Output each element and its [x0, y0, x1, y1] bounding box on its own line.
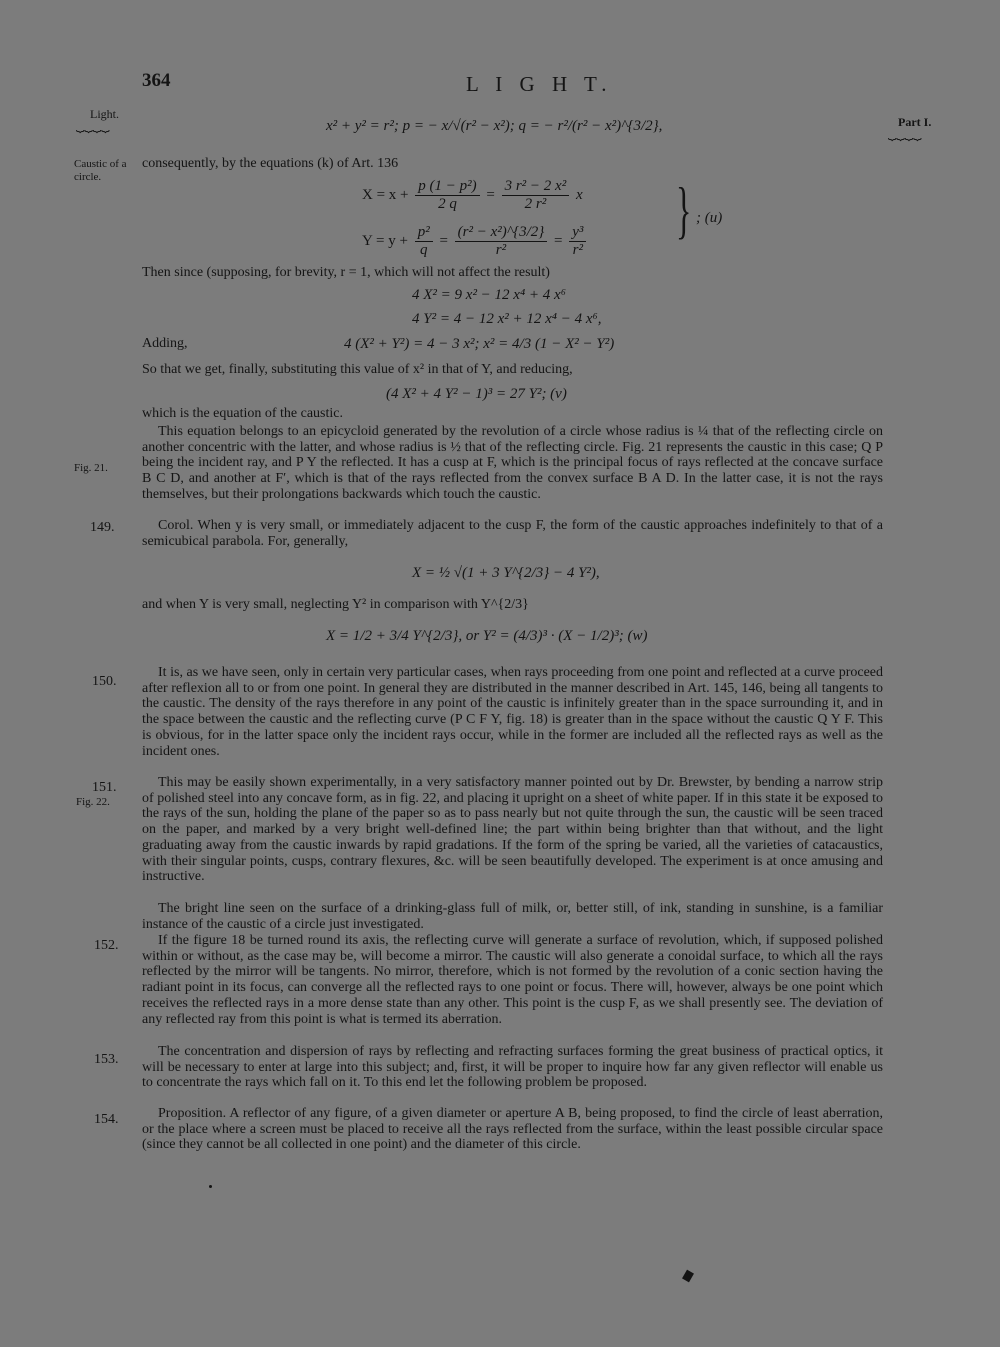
section-number: 154. [94, 1112, 119, 1127]
consequently-text: consequently, by the equations (k) of Art. 136 [142, 156, 399, 171]
denominator: 2 r² [524, 196, 547, 212]
equation-4Y2: 4 Y² = 4 − 12 x² + 12 x⁴ − 4 x⁶, [412, 311, 602, 327]
numerator: 3 r² − 2 x² [502, 178, 570, 196]
equals-sign: = [439, 232, 448, 249]
paragraph-practical-optics: The concentration and dispersion of rays by reflecting and refracting surfaces forming the great business of practical optics, it will be necessary to enter at large into this subject; and, first, it will be proper to inquire how far any given reflector will enable us to concentrate the rays which fall on it. To this end let the following problem be proposed. [142, 1044, 883, 1091]
left-side-title: Light. [90, 107, 119, 121]
denominator: r² [495, 242, 507, 258]
paragraph-drinking-glass: The bright line seen on the surface of a drinking-glass full of milk, or, better still, of ink, standing in sunshine, is a familiar instance of the caustic of a circle just investigated. [142, 901, 883, 932]
equation-4X2: 4 X² = 9 x² − 12 x⁴ + 4 x⁶ [412, 287, 566, 303]
section-number: 152. [94, 938, 119, 953]
adding-label: Adding, [142, 336, 188, 351]
equation-Y [362, 224, 589, 259]
equation-X [362, 178, 583, 213]
section-number: 150. [92, 674, 117, 689]
numerator: p (1 − p²) [415, 178, 479, 196]
denominator: q [419, 242, 428, 258]
equation-v: (4 X² + 4 Y² − 1)³ = 27 Y²; (v) [386, 386, 567, 402]
equation-adding: 4 (X² + Y²) = 4 − 3 x²; x² = 4/3 (1 − X² − Y²) [344, 336, 615, 352]
X-left: X = x + [362, 186, 409, 203]
fraction [415, 178, 479, 213]
right-curly-brace: } [676, 174, 692, 245]
margin-note-fig21: Fig. 21. [74, 462, 108, 474]
paragraph-proposition: Proposition. A reflector of any figure, of a given diameter or aperture A B, being proposed, to find the circle of least aberration, or the place where a screen must be placed to receive all the rays reflected from the surface, within the least possible circular space (since they cannot be all collected in one point) and the diameter of this circle. [142, 1106, 883, 1153]
margin-note-fig22: Fig. 22. [76, 796, 110, 808]
equals-sign: = [554, 232, 563, 249]
fraction [569, 224, 586, 259]
X-tail: x [575, 186, 583, 203]
paragraph-surface-of-revolution: If the figure 18 be turned round its axis, the reflecting curve will generate a surface of revolution, which, if supposed polished within or without, as the case may be, will become a mirror. The caustic will also generate a conoidal surface, to which all the rays reflected by the mirror will be tangents. No mirror, therefore, which is not formed by the revolution of a conic section having the radiant point in its focus, can converge all the reflected rays to one point or focus. There will, however, always be one point which receives the reflected rays in a more dense state than any other. This point is the cusp F, as we shall presently see. The deviation of any reflected ray from this point is what is termed its aberration. [142, 933, 883, 1027]
section-number: 151. [92, 780, 117, 795]
numerator: y³ [569, 224, 586, 242]
right-brace-ornament: ⏟⏟⏟⏟ [888, 126, 922, 141]
so-that-text: So that we get, finally, substituting this value of x² in that of Y, and reducing, [142, 362, 573, 377]
then-since-text: Then since (supposing, for brevity, r = 1, which will not affect the result) [142, 265, 550, 280]
paragraph-corollary: Corol. When y is very small, or immediately adjacent to the cusp F, the form of the caustic approaches indefinitely to that of a semicubical parabola. For, generally, [142, 518, 883, 549]
section-number: 149. [90, 520, 115, 535]
section-number: 153. [94, 1052, 119, 1067]
Y-left: Y = y + [362, 232, 408, 249]
ink-speck [209, 1185, 212, 1188]
fraction [502, 178, 570, 213]
equation-label-u: ; (u) [696, 210, 723, 226]
fraction [455, 224, 548, 259]
equation-w: X = 1/2 + 3/4 Y^{2/3}, or Y² = (4/3)³ · (X − 1/2)³; (w) [326, 628, 648, 644]
paragraph-density-of-rays: It is, as we have seen, only in certain very particular cases, when rays proceeding from one point and reflected at a curve proceed after reflexion all to or from one point. In general they are distributed in the manner described in Art. 145, 146, being all tangents to the caustic. The density of the rays therefore in any point of the caustic is infinitely greater than in the space surrounding it, and in the space between the caustic and the reflecting curve (P C F Y, fig. 18) is greater than in the space without the caustic Q Y F. This is obvious, for in the latter space only the incident rays occur, while in the former are included all the reflected rays as well as the incident ones. [142, 665, 883, 759]
left-brace-ornament: ⏟⏟⏟⏟ [76, 118, 110, 133]
equation-circle-pq: x² + y² = r²; p = − x/√(r² − x²); q = − r²/(r² − x²)^{3/2}, [326, 118, 663, 134]
equation-X-general: X = ½ √(1 + 3 Y^{2/3} − 4 Y²), [412, 565, 600, 581]
right-side-title: Part I. [898, 115, 932, 129]
paragraph-brewster-experiment: This may be easily shown experimentally, in a very satisfactory manner pointed out by Dr. Brewster, by bending a narrow strip of polished steel into any concave form, as in fig. 22, and placing it upright on a sheet of white paper. If in this state it be exposed to the rays of the sun, holding the plane of the paper so as to pass nearly but not quite through the sun, the caustic will be seen traced on the paper, and marked by a very bright well-defined line; the part within being brighter than that without, and the light graduating away from the caustic inwards by rapid gradations. If the form of the spring be varied, all the varieties of catacaustics, with their singular points, cusps, contrary flexures, &c. will be seen beautifully developed. The experiment is at once amusing and instructive. [142, 775, 883, 885]
which-is-text: which is the equation of the caustic. [142, 406, 343, 421]
ink-blot [682, 1270, 694, 1283]
denominator: 2 q [438, 196, 457, 212]
fraction [415, 224, 433, 259]
running-title: L I G H T. [466, 72, 613, 96]
page-number: 364 [142, 70, 171, 91]
numerator: p² [415, 224, 433, 242]
when-small-text: and when Y is very small, neglecting Y² in comparison with Y^{2/3} [142, 597, 529, 612]
denominator: r² [572, 242, 583, 258]
margin-note-caustic-circle: Caustic of a circle. [74, 158, 127, 183]
equals-sign: = [486, 186, 495, 203]
numerator: (r² − x²)^{3/2} [455, 224, 548, 242]
paragraph-caustic-epicycloid: This equation belongs to an epicycloid generated by the revolution of a circle whose radius is ¼ that of the reflecting circle on another concentric with the latter, and whose radius is ½ that of the reflecting circle. Fig. 21 represents the caustic in this case; Q P being the incident ray, and P Y the reflected. It has a cusp at F, which is the principal focus of rays reflected at the concave surface B C D, and another at F′, which is that of the rays reflected from the convex surface B A D. In the latter case, it is not the rays themselves, but their prolongations backwards which touch the caustic. [142, 424, 883, 502]
